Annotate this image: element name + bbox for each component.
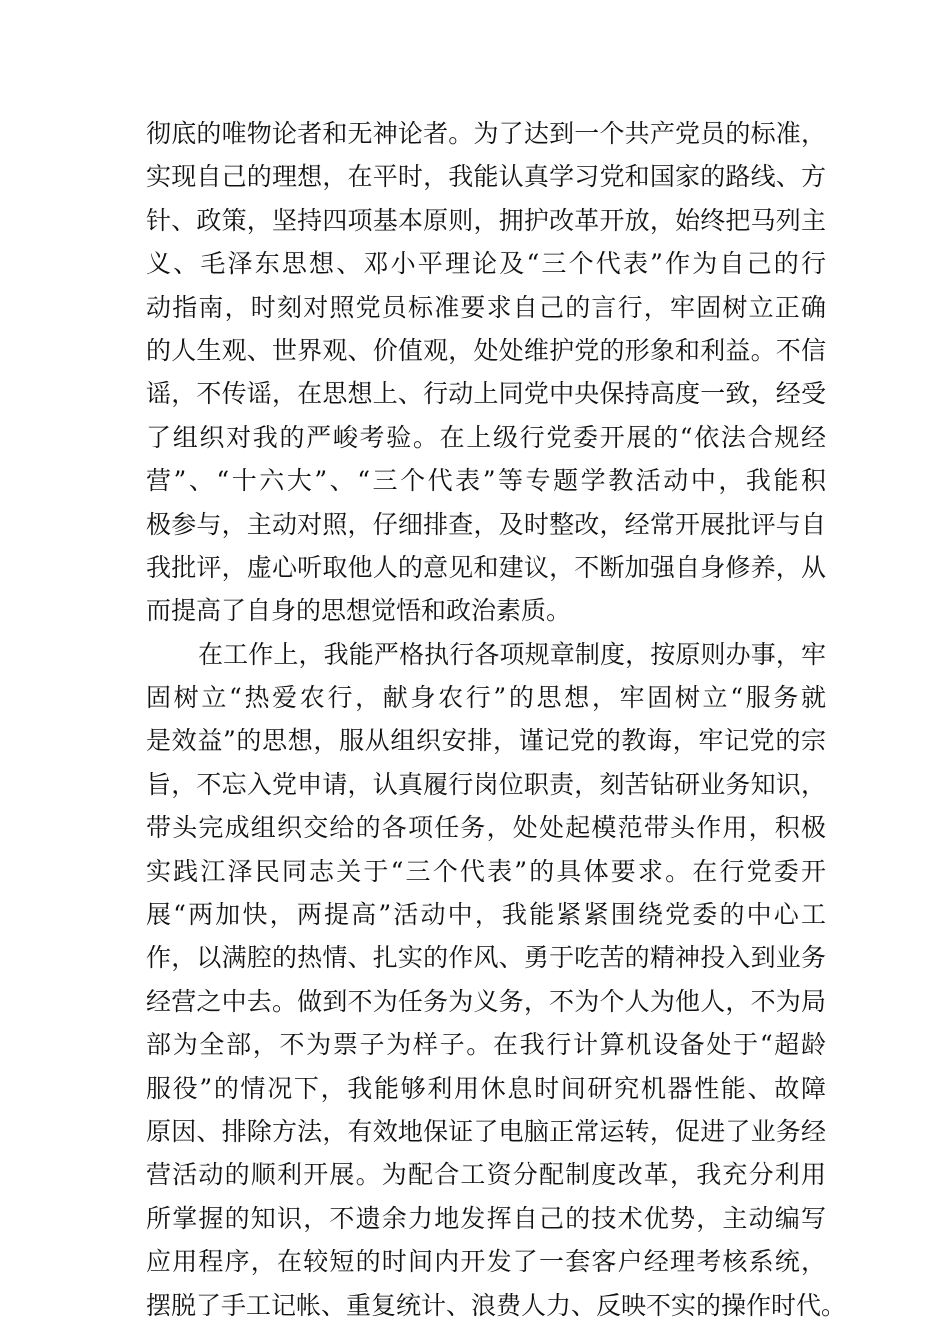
paragraph-1 bbox=[146, 112, 826, 633]
text-line: 旨，不忘入党申请，认真履行岗位职责，刻苦钻研业务知识， bbox=[146, 769, 826, 799]
text-line: 实现自己的理想，在平时，我能认真学习党和国家的路线、方 bbox=[146, 162, 826, 192]
text-line: 了组织对我的严峻考验。在上级行党委开展的“依法合规经 bbox=[146, 422, 826, 452]
text-line: 而提高了自身的思想觉悟和政治素质。 bbox=[146, 596, 572, 626]
text-line: 固树立“热爱农行，献身农行”的思想，牢固树立“服务就 bbox=[146, 683, 826, 713]
text-line: 极参与，主动对照，仔细排查，及时整改，经常开展批评与自 bbox=[146, 509, 826, 539]
text-line: 应用程序，在较短的时间内开发了一套客户经理考核系统， bbox=[146, 1247, 826, 1277]
text-line: 摆脱了手工记帐、重复统计、浪费人力、反映不实的操作时代。 bbox=[146, 1290, 847, 1320]
text-line: 针、政策，坚持四项基本原则，拥护改革开放，始终把马列主 bbox=[146, 205, 826, 235]
text-line: 作，以满腔的热情、扎实的作风、勇于吃苦的精神投入到业务 bbox=[146, 943, 826, 973]
text-line: 原因、排除方法，有效地保证了电脑正常运转，促进了业务经 bbox=[146, 1116, 826, 1146]
text-line: 彻底的唯物论者和无神论者。为了达到一个共产党员的标准， bbox=[146, 119, 826, 148]
text-line: 实践江泽民同志关于“三个代表”的具体要求。在行党委开 bbox=[146, 856, 826, 886]
body-text bbox=[146, 112, 847, 1327]
text-line: 所掌握的知识，不遗余力地发挥自己的技术优势，主动编写 bbox=[146, 1203, 826, 1233]
paragraph-2 bbox=[146, 633, 847, 1327]
text-line: 带头完成组织交给的各项任务，处处起模范带头作用，积极 bbox=[146, 813, 826, 843]
text-line: 义、毛泽东思想、邓小平理论及“三个代表”作为自己的行 bbox=[146, 249, 826, 279]
text-line: 经营之中去。做到不为任务为义务，不为个人为他人，不为局 bbox=[146, 986, 826, 1016]
text-line: 服役”的情况下，我能够利用休息时间研究机器性能、故障 bbox=[146, 1073, 826, 1103]
text-line: 的人生观、世界观、价值观，处处维护党的形象和利益。不信 bbox=[146, 335, 826, 365]
text-line: 在工作上，我能严格执行各项规章制度，按原则办事，牢 bbox=[198, 639, 826, 669]
text-line: 营”、“十六大”、“三个代表”等专题学教活动中，我能积 bbox=[146, 466, 826, 496]
text-line: 营活动的顺利开展。为配合工资分配制度改革，我充分利用 bbox=[146, 1160, 826, 1190]
text-line: 动指南，时刻对照党员标准要求自己的言行，牢固树立正确 bbox=[146, 292, 826, 322]
text-line: 谣，不传谣，在思想上、行动上同党中央保持高度一致，经受 bbox=[146, 379, 826, 409]
text-line: 是效益”的思想，服从组织安排，谨记党的教诲，牢记党的宗 bbox=[146, 726, 826, 756]
text-line: 部为全部，不为票子为样子。在我行计算机设备处于“超龄 bbox=[146, 1030, 826, 1060]
text-line: 我批评，虚心听取他人的意见和建议，不断加强自身修养，从 bbox=[146, 552, 826, 582]
text-line: 展“两加快，两提高”活动中，我能紧紧围绕党委的中心工 bbox=[146, 900, 826, 930]
